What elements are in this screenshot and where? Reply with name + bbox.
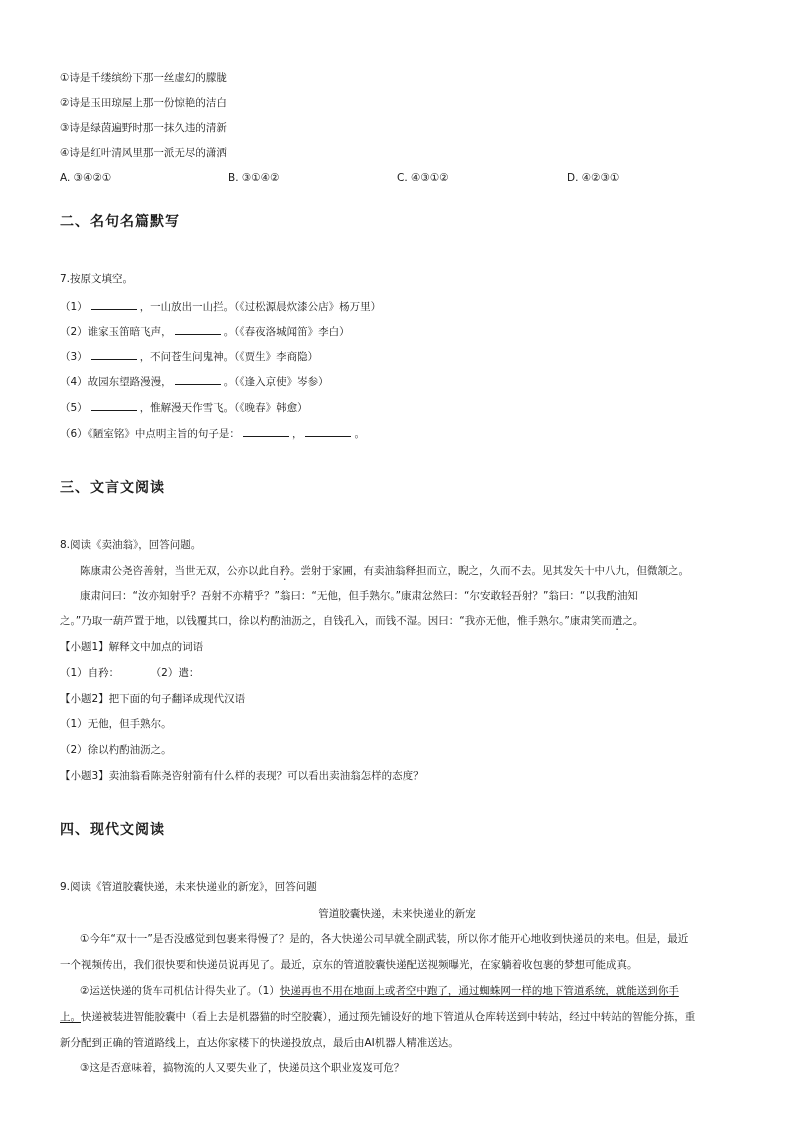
blank-field[interactable] — [175, 324, 221, 335]
q8-sub3: 【小题3】卖油翁看陈尧咨射箭有什么样的表现？可以看出卖油翁怎样的态度？ — [60, 770, 424, 782]
q6-option-d[interactable]: D. ④②③① — [567, 172, 620, 184]
q9-p1-line1: ①今年“双十一”是否没感觉到包裹来得慢了？是的，各大快递公司早就全副武装，所以你才能开心地收到快递员的来电。但是，最近 — [80, 933, 689, 945]
q7-item-5-prefix: （5） — [60, 402, 88, 414]
q8-sub1-items: （1）自矜： （2）遣： — [60, 667, 200, 679]
blank-field[interactable] — [305, 426, 351, 437]
q9-p1-line2: 一个视频传出，我们很快要和快递员说再见了。最近，京东的管道胶囊快递配送视频曝光，在家躺着收包裹的梦想可能成真。 — [60, 959, 638, 971]
q6-option-b[interactable]: B. ③①④② — [228, 172, 280, 184]
q7-item-6 — [60, 426, 365, 441]
q7-item-2 — [60, 324, 350, 339]
q6-option-c[interactable]: C. ④③①② — [397, 172, 449, 184]
q7-item-2-text: 。（《春夜洛城闻笛》李白） — [223, 326, 350, 338]
q8-sub2: 【小题2】把下面的句子翻译成现代汉语 — [60, 693, 246, 705]
q9-p2-line1 — [80, 984, 679, 998]
q7-item-4 — [60, 374, 329, 389]
dotted-word-qian: 遣 — [611, 615, 623, 627]
dotted-word-jin: 矜 — [279, 565, 290, 577]
q9-underlined-end: 上。 — [60, 1011, 81, 1023]
q7-stem: 7.按原文填空。 — [60, 273, 134, 285]
q6-options — [60, 172, 740, 186]
q6-option-a[interactable]: A. ③④②① — [60, 172, 112, 184]
q7-item-5 — [60, 400, 308, 415]
q9-p2-line2 — [60, 1010, 695, 1024]
q7-item-3-prefix: （3） — [60, 351, 88, 363]
q7-item-2-prefix: （2）谁家玉笛暗飞声， — [60, 326, 172, 338]
q8-p2-a: 之。”乃取一葫芦置于地，以钱覆其口，徐以杓酌油沥之，自钱孔入，而钱不湿。因曰：“我亦无他，惟手熟尔。”康肃笑而 — [60, 615, 612, 627]
q8-sub1: 【小题1】解释文中加点的词语 — [60, 641, 204, 653]
q6-line-2: ②诗是玉田琼屋上那一份惊艳的洁白 — [60, 97, 227, 109]
blank-field[interactable] — [243, 426, 289, 437]
blank-field[interactable] — [175, 374, 221, 385]
q9-p2-a: ②运送快递的货车司机估计得失业了。（1） — [80, 985, 280, 997]
blank-field[interactable] — [91, 299, 137, 310]
blank-field[interactable] — [91, 400, 137, 411]
q6-line-4: ④诗是红叶清风里那一派无尽的潇洒 — [60, 147, 227, 159]
q9-p3: ③这是否意味着，搞物流的人又要失业了，快递员这个职业岌岌可危？ — [80, 1062, 405, 1074]
q7-item-5-text: ，惟解漫天作雪飞。（《晚春》韩愈） — [139, 402, 308, 414]
q9-p2-b: 快递被装进智能胶囊中（看上去是机器猫的时空胶囊），通过预先铺设好的地下管道从仓库转送到中转站，经过中转站的智能分拣，重 — [81, 1011, 696, 1023]
q8-p1-a: 陈康肃公尧咨善射，当世无双，公亦以此自 — [80, 565, 280, 577]
q8-p1-b: 。尝射于家圃，有卖油翁释担而立，睨之，久而不去。见其发矢十中八九，但微颔之。 — [290, 565, 689, 577]
q7-item-6-sep: ， — [291, 428, 303, 440]
q9-p2-line3: 新分配到正确的管道路线上，直达你家楼下的快递投放点，最后由AI机器人精准送达。 — [60, 1037, 459, 1049]
q8-sub2-item2: （2）徐以杓酌油沥之。 — [60, 744, 172, 756]
section-2-title: 二、名句名篇默写 — [60, 214, 180, 230]
q9-article-title: 管道胶囊快递，未来快递业的新宠 — [318, 908, 476, 920]
q7-item-3-text: ，不问苍生问鬼神。（《贾生》李商隐） — [139, 351, 319, 363]
blank-field[interactable] — [91, 349, 137, 360]
q7-item-3 — [60, 349, 318, 364]
q8-p2-b: 之。 — [622, 615, 644, 627]
q9-stem: 9.阅读《管道胶囊快递，未来快递业的新宠》，回答问题 — [60, 881, 317, 893]
q7-item-4-prefix: （4）故园东望路漫漫， — [60, 376, 172, 388]
q8-stem: 8.阅读《卖油翁》，回答问题。 — [60, 539, 202, 551]
q9-underlined-sentence: 快递再也不用在地面上或者空中跑了，通过蜘蛛网一样的地下管道系统，就能送到你手 — [279, 985, 679, 997]
q8-sub2-item1: （1）无他，但手熟尔。 — [60, 718, 172, 730]
section-3-title: 三、文言文阅读 — [60, 480, 165, 496]
q7-item-6-prefix: （6）《陋室铭》中点明主旨的句子是： — [60, 428, 240, 440]
q7-item-4-text: 。（《逢入京使》岑参） — [223, 376, 329, 388]
q7-item-1 — [60, 299, 381, 314]
q8-passage-p2-line1: 康肃问曰：“汝亦知射乎？吾射不亦精乎？”翁曰：“无他，但手熟尔。”康肃忿然曰：“尔安敢轻吾射？”翁曰：“以我酌油知 — [80, 590, 638, 602]
q7-item-1-text: ，一山放出一山拦。（《过松源晨炊漆公店》杨万里） — [139, 301, 382, 313]
section-4-title: 四、现代文阅读 — [60, 822, 165, 838]
q7-item-1-prefix: （1） — [60, 301, 88, 313]
q8-passage-p2-line2 — [60, 614, 643, 633]
q7-item-6-end: 。 — [354, 428, 365, 440]
q6-line-1: ①诗是千缕缤纷下那一丝虚幻的朦胧 — [60, 72, 227, 84]
q6-line-3: ③诗是绿茵遍野时那一抹久违的清新 — [60, 122, 227, 134]
q8-passage-p1 — [80, 564, 689, 583]
